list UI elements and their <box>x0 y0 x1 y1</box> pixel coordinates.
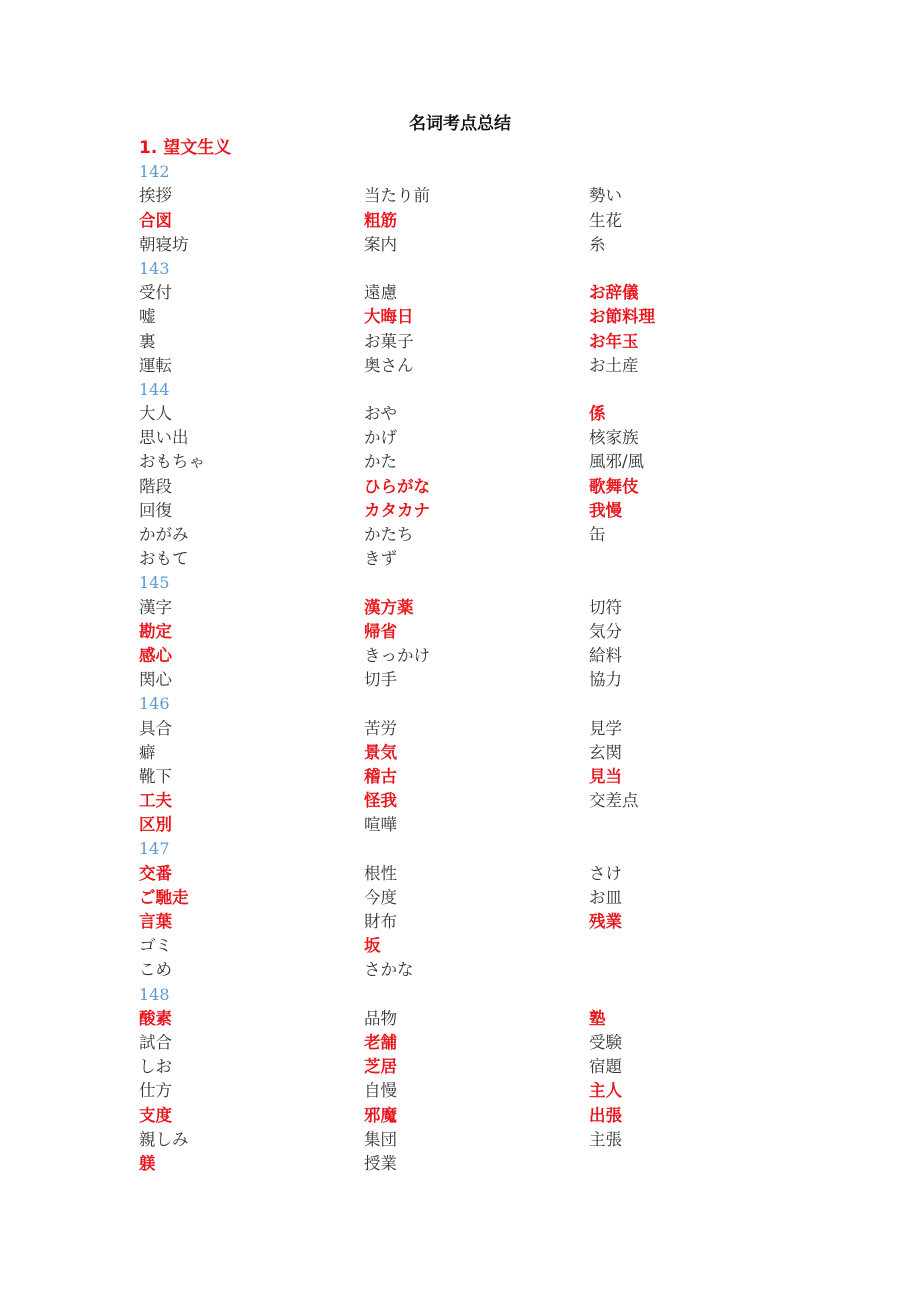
word: 試合 <box>139 1032 172 1052</box>
word-group <box>139 983 819 1177</box>
word-groups <box>139 160 819 1176</box>
word: お土産 <box>589 355 639 375</box>
word: 交差点 <box>589 791 639 811</box>
word: かたち <box>364 525 414 544</box>
word <box>589 547 814 571</box>
highlighted-word: 見当 <box>589 766 622 786</box>
word: 階段 <box>139 476 172 496</box>
word: 親しみ <box>139 1129 189 1149</box>
word: 受験 <box>589 1032 622 1052</box>
word: 当たり前 <box>364 186 430 206</box>
vocabulary-list <box>139 136 819 1176</box>
word-row <box>139 886 819 910</box>
highlighted-word: 景気 <box>364 742 397 762</box>
word: 見学 <box>589 718 622 738</box>
word: 糸 <box>589 234 606 254</box>
group-number: 142 <box>139 162 170 182</box>
word: 具合 <box>139 718 172 738</box>
word-group <box>139 837 819 982</box>
word: きず <box>364 549 397 569</box>
word-row <box>139 523 819 547</box>
group-number: 148 <box>139 984 170 1004</box>
word: 自慢 <box>364 1081 397 1101</box>
word: 癖 <box>139 742 156 762</box>
word: きっかけ <box>364 645 430 665</box>
word: お皿 <box>589 887 622 907</box>
group-number: 145 <box>139 573 170 593</box>
highlighted-word: 稽古 <box>364 766 397 786</box>
highlighted-word: 我慢 <box>589 500 622 520</box>
highlighted-word: 感心 <box>139 645 172 665</box>
word: 靴下 <box>139 766 172 786</box>
highlighted-word: 帰省 <box>364 621 397 641</box>
word: 今度 <box>364 887 397 907</box>
word: 気分 <box>589 621 622 641</box>
word: 勢い <box>589 186 622 206</box>
word-row <box>139 233 819 257</box>
word-row <box>139 305 819 329</box>
word: 協力 <box>589 670 622 690</box>
word-row <box>139 644 819 668</box>
word: 生花 <box>589 210 622 230</box>
word-row <box>139 668 819 692</box>
word: 関心 <box>139 670 172 690</box>
word-row <box>139 1152 819 1176</box>
word: 回復 <box>139 500 172 520</box>
highlighted-word: 歌舞伎 <box>589 476 639 496</box>
highlighted-word: 係 <box>589 404 606 424</box>
word-row <box>139 450 819 474</box>
word-row <box>139 910 819 934</box>
word-row <box>139 717 819 741</box>
word: 宿題 <box>589 1057 622 1077</box>
word: かげ <box>364 428 397 448</box>
highlighted-word: 主人 <box>589 1081 622 1101</box>
word: 給料 <box>589 645 622 665</box>
word: 財布 <box>364 912 397 931</box>
word: おもて <box>139 549 189 569</box>
page-title: 名词考点总结 <box>409 114 511 134</box>
word: さかな <box>364 960 414 980</box>
word: 品物 <box>364 1008 397 1028</box>
group-number: 143 <box>139 258 170 278</box>
word: 受付 <box>139 283 172 303</box>
word: 玄関 <box>589 742 622 762</box>
word-row <box>139 1007 819 1031</box>
word: ゴミ <box>139 936 172 956</box>
word <box>589 1152 814 1176</box>
word-group <box>139 378 819 572</box>
word: 授業 <box>364 1153 397 1173</box>
word-row <box>139 184 819 208</box>
word: 切手 <box>364 670 397 690</box>
highlighted-word: 出張 <box>589 1105 622 1125</box>
word: 根性 <box>364 863 397 883</box>
word: 案内 <box>364 234 397 254</box>
word-row <box>139 1055 819 1079</box>
word: 奥さん <box>364 355 414 375</box>
highlighted-word: お年玉 <box>589 331 639 351</box>
group-number: 146 <box>139 694 170 714</box>
word-group <box>139 257 819 378</box>
word-row <box>139 1104 819 1128</box>
word-row <box>139 354 819 378</box>
word-row <box>139 813 819 837</box>
word: 嘘 <box>139 307 156 327</box>
word-row <box>139 499 819 523</box>
word-row <box>139 547 819 571</box>
word: 漢字 <box>139 597 172 617</box>
highlighted-word: 大晦日 <box>364 307 414 327</box>
word: 苦労 <box>364 718 397 738</box>
highlighted-word: 塾 <box>589 1008 606 1028</box>
word-row <box>139 1128 819 1152</box>
word: 運転 <box>139 355 172 375</box>
highlighted-word: 粗筋 <box>364 210 397 230</box>
word: おもちゃ <box>139 452 205 472</box>
word: 仕方 <box>139 1081 172 1101</box>
highlighted-word: 怪我 <box>364 791 397 811</box>
word: 主張 <box>589 1129 622 1149</box>
word-row <box>139 741 819 765</box>
word-group <box>139 692 819 837</box>
highlighted-word: 工夫 <box>139 791 172 811</box>
word: 風邪/風 <box>589 452 645 472</box>
highlighted-word: 坂 <box>364 936 381 956</box>
word-row <box>139 330 819 354</box>
highlighted-word: 邪魔 <box>364 1105 397 1125</box>
highlighted-word: 残業 <box>589 912 622 931</box>
word-row <box>139 596 819 620</box>
word: 裏 <box>139 331 156 351</box>
highlighted-word: お節料理 <box>589 307 655 327</box>
word-row <box>139 862 819 886</box>
word: 朝寝坊 <box>139 234 189 254</box>
highlighted-word: 言葉 <box>139 912 172 931</box>
word-row <box>139 958 819 982</box>
word: しお <box>139 1057 172 1077</box>
word-row <box>139 934 819 958</box>
word-row <box>139 765 819 789</box>
word-row <box>139 475 819 499</box>
highlighted-word: 老舗 <box>364 1032 397 1052</box>
highlighted-word: 交番 <box>139 863 172 883</box>
word: 大人 <box>139 404 172 424</box>
word: かがみ <box>139 525 189 544</box>
group-number: 147 <box>139 839 170 859</box>
highlighted-word: 合図 <box>139 210 172 230</box>
word: 缶 <box>589 525 606 544</box>
word-row <box>139 426 819 450</box>
highlighted-word: 芝居 <box>364 1057 397 1077</box>
word-row <box>139 620 819 644</box>
word-row <box>139 281 819 305</box>
word-group <box>139 160 819 257</box>
word: 核家族 <box>589 428 639 448</box>
word: 切符 <box>589 597 622 617</box>
highlighted-word: 区別 <box>139 815 172 835</box>
highlighted-word: ひらがな <box>364 476 430 496</box>
word: こめ <box>139 960 172 980</box>
word-group <box>139 571 819 692</box>
word-row <box>139 402 819 426</box>
highlighted-word: 漢方薬 <box>364 597 414 617</box>
highlighted-word: ご馳走 <box>139 887 189 907</box>
highlighted-word: 酸素 <box>139 1008 172 1028</box>
word: 思い出 <box>139 428 189 448</box>
word: 遠慮 <box>364 283 397 303</box>
word: お菓子 <box>364 331 414 351</box>
highlighted-word: 勘定 <box>139 621 172 641</box>
highlighted-word: 支度 <box>139 1105 172 1125</box>
group-number: 144 <box>139 379 170 399</box>
word: かた <box>364 452 397 472</box>
word-row <box>139 1079 819 1103</box>
word: おや <box>364 404 397 424</box>
highlighted-word: お辞儀 <box>589 283 639 303</box>
section-heading: 1. 望文生义 <box>139 138 232 158</box>
word <box>589 813 814 837</box>
word-row <box>139 209 819 233</box>
word: 集団 <box>364 1129 397 1149</box>
word: 挨拶 <box>139 186 172 206</box>
word-row <box>139 1031 819 1055</box>
highlighted-word: 躾 <box>139 1153 156 1173</box>
word-row <box>139 789 819 813</box>
word <box>589 958 814 982</box>
word: 喧嘩 <box>364 815 397 835</box>
word <box>589 934 814 958</box>
highlighted-word: カタカナ <box>364 500 430 520</box>
word: さけ <box>589 863 622 883</box>
